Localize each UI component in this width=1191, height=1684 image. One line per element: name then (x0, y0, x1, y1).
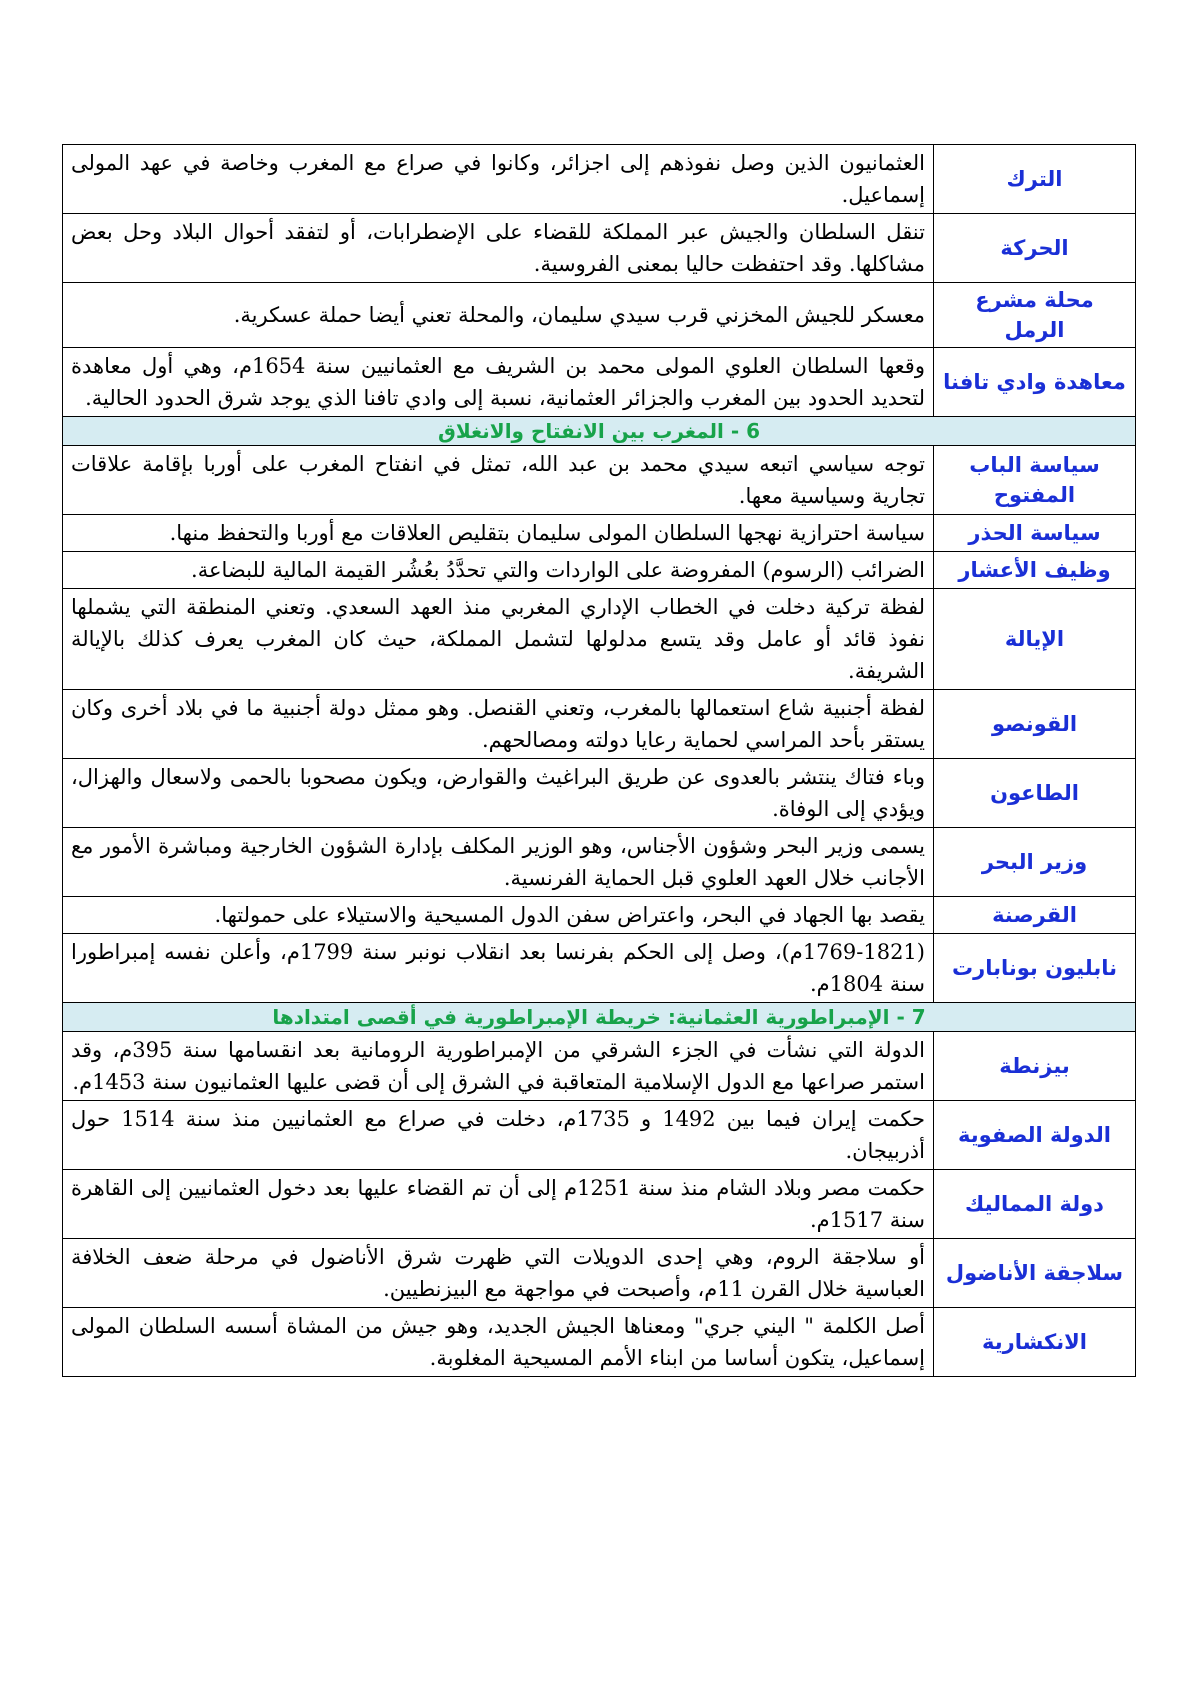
glossary-definition: تنقل السلطان والجيش عبر المملكة للقضاء على الإضطرابات، أو لتفقد أحوال البلاد وحل بعض مشاكلها. وقد احتفظت حاليا بمعنى الفروسية. (63, 214, 934, 283)
glossary-definition: أو سلاجقة الروم، وهي إحدى الدويلات التي ظهرت شرق الأناضول في مرحلة ضعف الخلافة العباسية خلال القرن 11م، وأصبحت في مواجهة مع البيزنطيين. (63, 1239, 934, 1308)
glossary-term: القونصو (934, 690, 1136, 759)
glossary-page (62, 144, 1136, 1377)
glossary-definition: الضرائب (الرسوم) المفروضة على الواردات والتي تحدَّدُ بعُشُر القيمة المالية للبضاعة. (63, 552, 934, 589)
glossary-definition: لفظة تركية دخلت في الخطاب الإداري المغربي منذ العهد السعدي. وتعني المنطقة التي يشملها نفوذ قائد أو عامل وقد يتسع مدلولها لتشمل المملكة، حيث كان المغرب يعرف كذلك بالإيالة الشريفة. (63, 589, 934, 690)
table-row (63, 1308, 1136, 1377)
glossary-term: الترك (934, 145, 1136, 214)
glossary-definition: (1769-1821م)، وصل إلى الحكم بفرنسا بعد انقلاب نونبر سنة 1799م، وأعلن نفسه إمبراطورا سنة 1804م. (63, 934, 934, 1003)
glossary-definition: الدولة التي نشأت في الجزء الشرقي من الإمبراطورية الرومانية بعد انقسامها سنة 395م، وقد استمر صراعها مع الدول الإسلامية المتعاقبة في الشرق إلى أن قضى عليها العثمانيون سنة 1453م. (63, 1032, 934, 1101)
glossary-definition: أصل الكلمة " اليني جري" ومعناها الجيش الجديد، وهو جيش من المشاة أسسه السلطان المولى إسماعيل، يتكون أساسا من ابناء الأمم المسيحية المغلوبة. (63, 1308, 934, 1377)
table-row (63, 897, 1136, 934)
table-row (63, 759, 1136, 828)
glossary-term: الطاعون (934, 759, 1136, 828)
table-row (63, 828, 1136, 897)
table-row (63, 515, 1136, 552)
table-row (63, 446, 1136, 515)
glossary-definition: توجه سياسي اتبعه سيدي محمد بن عبد الله، تمثل في انفتاح المغرب على أوربا بإقامة علاقات تجارية وسياسية معها. (63, 446, 934, 515)
section-header-row (63, 417, 1136, 446)
table-row (63, 934, 1136, 1003)
glossary-term: محلة مشرع الرمل (934, 283, 1136, 348)
table-row (63, 1239, 1136, 1308)
table-row (63, 1170, 1136, 1239)
glossary-term: الإيالة (934, 589, 1136, 690)
glossary-term: نابليون بونابارت (934, 934, 1136, 1003)
glossary-definition: لفظة أجنبية شاع استعمالها بالمغرب، وتعني القنصل. وهو ممثل دولة أجنبية ما في بلاد أخرى وكان يستقر بأحد المراسي لحماية رعايا دولته ومصالحهم. (63, 690, 934, 759)
section-title: 6 - المغرب بين الانفتاح والانغلاق (63, 417, 1136, 446)
table-row (63, 348, 1136, 417)
glossary-term: معاهدة وادي تافنا (934, 348, 1136, 417)
table-row (63, 214, 1136, 283)
glossary-definition: حكمت مصر وبلاد الشام منذ سنة 1251م إلى أن تم القضاء عليها بعد دخول العثمانيين إلى القاهرة سنة 1517م. (63, 1170, 934, 1239)
glossary-definition: وباء فتاك ينتشر بالعدوى عن طريق البراغيث والقوارض، ويكون مصحوبا بالحمى ولاسعال والهزال، ويؤدي إلى الوفاة. (63, 759, 934, 828)
table-row (63, 1101, 1136, 1170)
glossary-term: سياسة الباب المفتوح (934, 446, 1136, 515)
glossary-term: وظيف الأعشار (934, 552, 1136, 589)
glossary-term: الانكشارية (934, 1308, 1136, 1377)
section-header-row (63, 1003, 1136, 1032)
glossary-term: بيزنطة (934, 1032, 1136, 1101)
glossary-term: وزير البحر (934, 828, 1136, 897)
glossary-definition: معسكر للجيش المخزني قرب سيدي سليمان، والمحلة تعني أيضا حملة عسكرية. (63, 283, 934, 348)
glossary-definition: يسمى وزير البحر وشؤون الأجناس، وهو الوزير المكلف بإدارة الشؤون الخارجية ومباشرة الأمور مع الأجانب خلال العهد العلوي قبل الحماية الفرنسية. (63, 828, 934, 897)
glossary-term: سلاجقة الأناضول (934, 1239, 1136, 1308)
table-row (63, 589, 1136, 690)
glossary-definition: وقعها السلطان العلوي المولى محمد بن الشريف مع العثمانيين سنة 1654م، وهي أول معاهدة لتحديد الحدود بين المغرب والجزائر العثمانية، نسبة إلى وادي تافنا الذي يوجد شرق الحدود الحالية. (63, 348, 934, 417)
glossary-table (62, 144, 1136, 1377)
table-row (63, 690, 1136, 759)
glossary-definition: يقصد بها الجهاد في البحر، واعتراض سفن الدول المسيحية والاستيلاء على حمولتها. (63, 897, 934, 934)
glossary-definition: حكمت إيران فيما بين 1492 و 1735م، دخلت في صراع مع العثمانيين منذ سنة 1514 حول أذربيجان. (63, 1101, 934, 1170)
table-row (63, 145, 1136, 214)
glossary-term: القرصنة (934, 897, 1136, 934)
table-row (63, 283, 1136, 348)
glossary-term: سياسة الحذر (934, 515, 1136, 552)
glossary-term: دولة المماليك (934, 1170, 1136, 1239)
table-row (63, 552, 1136, 589)
section-title: 7 - الإمبراطورية العثمانية: خريطة الإمبراطورية في أقصى امتدادها (63, 1003, 1136, 1032)
glossary-term: الحركة (934, 214, 1136, 283)
glossary-definition: سياسة احترازية نهجها السلطان المولى سليمان بتقليص العلاقات مع أوربا والتحفظ منها. (63, 515, 934, 552)
table-row (63, 1032, 1136, 1101)
glossary-definition: العثمانيون الذين وصل نفوذهم إلى اجزائر، وكانوا في صراع مع المغرب وخاصة في عهد المولى إسماعيل. (63, 145, 934, 214)
glossary-term: الدولة الصفوية (934, 1101, 1136, 1170)
